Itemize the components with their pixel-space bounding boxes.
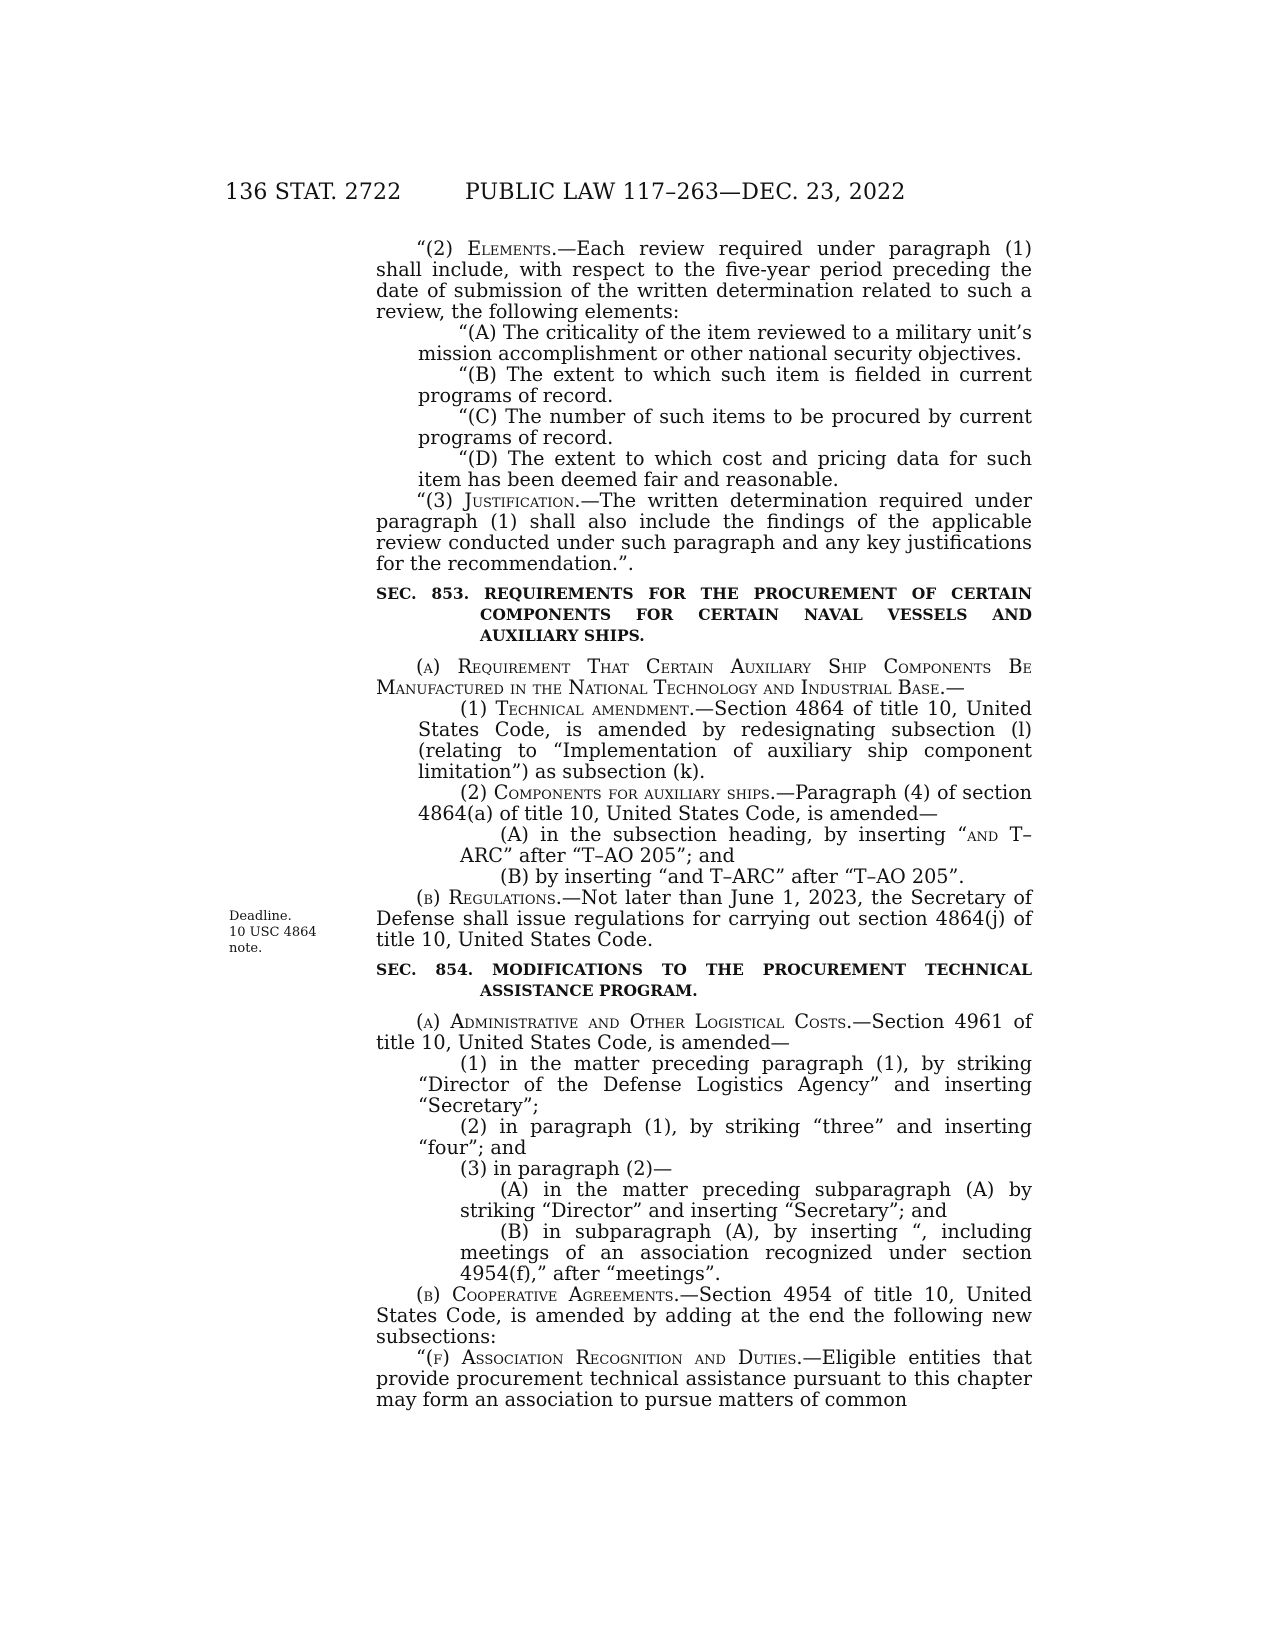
paragraph-text: —Paragraph (4) of section 4864(a) of title 10, United States Code, is amended— (418, 781, 1033, 825)
subsection-heading: (a) Administrative and Other Logistical Costs. (416, 1010, 853, 1033)
subsection-heading: “(f) Association Recognition and Duties. (416, 1346, 803, 1369)
paragraph-heading: (2) Components for auxiliary ships. (460, 781, 776, 804)
subsection-heading: (b) Cooperative Agreements. (416, 1283, 680, 1306)
subsection-heading: (a) Requirement That Certain Auxiliary Ship Components Be Manufactured in the National Technology and Industrial Base. (376, 655, 1032, 699)
paragraph-text: —Each review required under paragraph (1) shall include, with respect to the five-year period preceding the date of submission of the written determination related to such a review, the following elements: (376, 237, 1033, 323)
text-run: (A) in the subsection heading, by inserting “ (500, 823, 968, 846)
section-853-heading: SEC. 853. REQUIREMENTS FOR THE PROCUREMENT OF CERTAIN COMPONENTS FOR CERTAIN NAVAL VESSELS AND AUXILIARY SHIPS. (376, 584, 1032, 645)
subsection-text: —Not later than June 1, 2023, the Secretary of Defense shall issue regulations for carrying out section 4864(j) of title 10, United States Code. (376, 886, 1032, 951)
paragraph-854a2: (2) in paragraph (1), by striking “three” and inserting “four”; and (418, 1115, 1032, 1159)
subsection-heading: (b) Regulations. (416, 886, 562, 909)
subparagraph-c: “(C) The number of such items to be procured by current programs of record. (418, 405, 1032, 449)
page-reference: 136 STAT. 2722 (225, 180, 402, 205)
subsection-text: — (945, 676, 965, 699)
margin-note-line: 10 USC 4864 (229, 925, 317, 940)
subparagraph-854a3A: (A) in the matter preceding subparagraph (A) by striking “Director” and inserting “Secretary”; and (460, 1178, 1032, 1222)
paragraph-853a2 (376, 782, 1032, 824)
paragraph-heading: “(2) Elements. (416, 237, 558, 260)
subparagraph-853a2A (376, 824, 1032, 866)
subparagraph-854a3B: (B) in subparagraph (A), by inserting “, including meetings of an association recognized under section 4954(f),” after “meetings”. (460, 1220, 1032, 1285)
paragraph-heading: “(3) Justification. (416, 489, 581, 512)
subparagraph-a: “(A) The criticality of the item reviewed to a military unit’s mission accomplishment or other national security objectives. (418, 321, 1032, 365)
section-854-heading: SEC. 854. MODIFICATIONS TO THE PROCUREMENT TECHNICAL ASSISTANCE PROGRAM. (376, 960, 1032, 1000)
paragraph-854a3: (3) in paragraph (2)— (460, 1157, 673, 1180)
subsection-854b (376, 1284, 1032, 1347)
subsection-854a (376, 1011, 1032, 1053)
paragraph-elements (376, 238, 1032, 322)
subparagraph-d: “(D) The extent to which cost and pricing data for such item has been deemed fair and reasonable. (418, 447, 1032, 491)
subparagraph-b: “(B) The extent to which such item is fielded in current programs of record. (418, 363, 1032, 407)
margin-note-line: note. (229, 941, 263, 956)
subsection-text: —Eligible entities that provide procurement technical assistance pursuant to this chapter may form an association to pursue matters of common (376, 1346, 1033, 1411)
subsection-text: —Section 4954 of title 10, United States Code, is amended by adding at the end the following new subsections: (376, 1283, 1033, 1348)
subsection-853a (376, 656, 1032, 698)
paragraph-853a1 (376, 698, 1032, 782)
subsection-853b (376, 887, 1032, 950)
paragraph-justification (376, 490, 1032, 574)
subsection-text: —Section 4961 of title 10, United States Code, is amended— (376, 1010, 1033, 1054)
paragraph-text: —Section 4864 of title 10, United States Code, is amended by redesignating subsection (l) (relating to “Implementation of auxiliary ship component limitation”) as subsection (k). (418, 697, 1032, 783)
paragraph-text: —The written determination required under paragraph (1) shall also include the findings of the applicable review conducted under such paragraph and any key justifications for the recommendation.”. (376, 489, 1032, 575)
text-run: and (967, 823, 999, 846)
paragraph-heading: (1) Technical amendment. (460, 697, 695, 720)
paragraph-854a1: (1) in the matter preceding paragraph (1), by striking “Director of the Defense Logistics Agency” and inserting “Secretary”; (418, 1052, 1032, 1117)
subparagraph-853a2B: (B) by inserting “and T–ARC” after “T–AO 205”. (500, 865, 965, 888)
running-header-title: PUBLIC LAW 117–263—DEC. 23, 2022 (465, 180, 906, 205)
text-run: T–ARC” after “T–AO 205”; and (460, 823, 1033, 867)
margin-note (229, 909, 317, 957)
statute-body (376, 238, 1032, 1410)
subsection-854f (376, 1347, 1032, 1410)
margin-note-line: Deadline. (229, 909, 292, 924)
